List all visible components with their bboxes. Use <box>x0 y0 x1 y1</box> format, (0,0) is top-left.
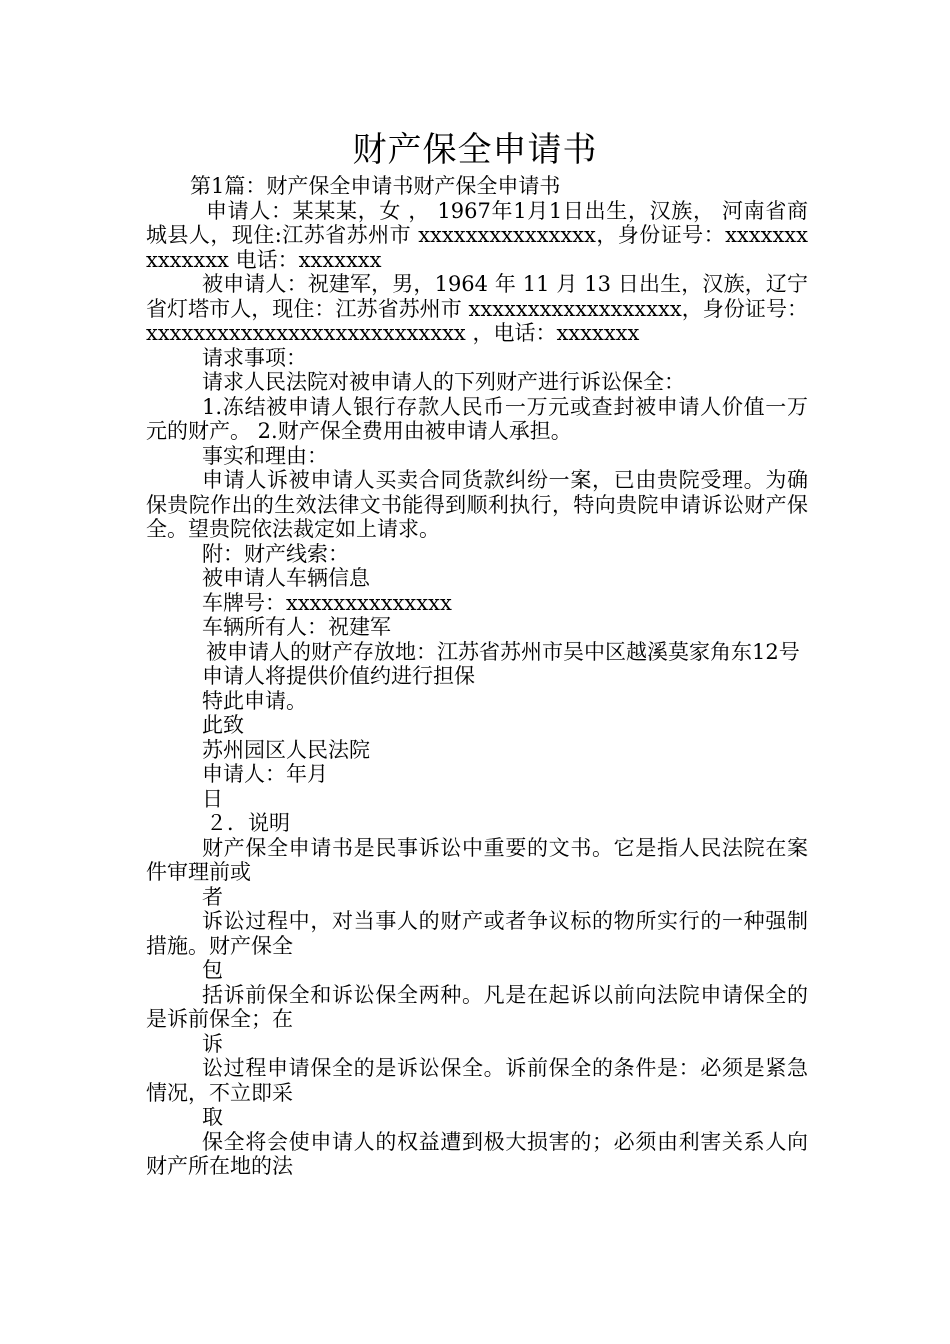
paragraph-property-location: 被申请人的财产存放地：江苏省苏州市吴中区越溪莫家角东12号 <box>206 639 800 664</box>
paragraph-court: 苏州园区人民法院 <box>202 737 370 762</box>
paragraph-vehicle-info: 被申请人车辆信息 <box>202 566 370 590</box>
paragraph-explanation-9: 保全将会使申请人的权益遭到极大损害的；必须由利害关系人向财产所在地的法 <box>146 1129 808 1178</box>
paragraph-request-items: 1.冻结被申请人银行存款人民币一万元或查封被申请人价值一万元的财产。 2.财产保全费用由被申请人承担。 <box>146 394 808 443</box>
paragraph-explanation-6: 诉 <box>202 1031 223 1056</box>
paragraph-explanation-5: 括诉前保全和诉讼保全两种。凡是在起诉以前向法院申请保全的是诉前保全；在 <box>146 982 808 1031</box>
paragraph-request-intro: 请求人民法院对被申请人的下列财产进行诉讼保全： <box>202 370 685 394</box>
paragraph-explanation-8: 取 <box>202 1105 223 1129</box>
document-body <box>146 174 808 1179</box>
paragraph-request-heading: 请求事项： <box>202 345 307 370</box>
paragraph-respondent: 被申请人：祝建军，男，1964 年 11 月 13 日出生，汉族，辽宁省灯塔市人，现住：江苏省苏州市 xxxxxxxxxxxxxxxxxx，身份证号：xxxxxxxxxxxxxxxxxxxxxxxxxxx ，电话：xxxxxxx <box>146 272 808 345</box>
paragraph-facts-heading: 事实和理由： <box>202 443 328 468</box>
paragraph-explanation-7: 讼过程申请保全的是诉讼保全。诉前保全的条件是：必须是紧急情况，不立即采 <box>146 1056 808 1105</box>
paragraph-explanation-3: 诉讼过程中，对当事人的财产或者争议标的物所实行的一种强制措施。财产保全 <box>146 909 808 958</box>
document-title: 财产保全申请书 <box>352 130 598 170</box>
paragraph-applicant: 申请人：某某某，女 ， 1967年1月1日出生，汉族， 河南省商城县人，现住:江苏省苏州市 xxxxxxxxxxxxxxx，身份证号：xxxxxxxxxxxxxx 电话：xxxxxxx <box>146 198 808 272</box>
paragraph-vehicle-owner: 车辆所有人：祝建军 <box>202 615 391 639</box>
paragraph-attachment-heading: 附：财产线索： <box>202 541 349 566</box>
paragraph-facts: 申请人诉被申请人买卖合同货款纠纷一案，已由贵院受理。为确保贵院作出的生效法律文书能得到顺利执行，特向贵院申请诉讼财产保全。望贵院依法裁定如上请求。 <box>146 468 808 541</box>
paragraph-explanation-1: 财产保全申请书是民事诉讼中重要的文书。它是指人民法院在案件审理前或 <box>146 835 808 884</box>
paragraph-plate-number: 车牌号：xxxxxxxxxxxxxx <box>202 590 452 615</box>
paragraph-signature: 申请人：年月 <box>202 762 328 786</box>
paragraph-explanation-heading: ２．说明 <box>206 811 290 835</box>
paragraph-explanation-4: 包 <box>202 958 223 982</box>
paragraph-day: 日 <box>202 786 223 811</box>
paragraph-guarantee: 申请人将提供价值约进行担保 <box>202 664 475 688</box>
paragraph-explanation-2: 者 <box>202 884 223 909</box>
paragraph-salutation: 此致 <box>202 713 244 737</box>
paragraph-heading: 第1篇：财产保全申请书财产保全申请书 <box>190 174 561 198</box>
paragraph-hereby-apply: 特此申请。 <box>202 688 307 713</box>
